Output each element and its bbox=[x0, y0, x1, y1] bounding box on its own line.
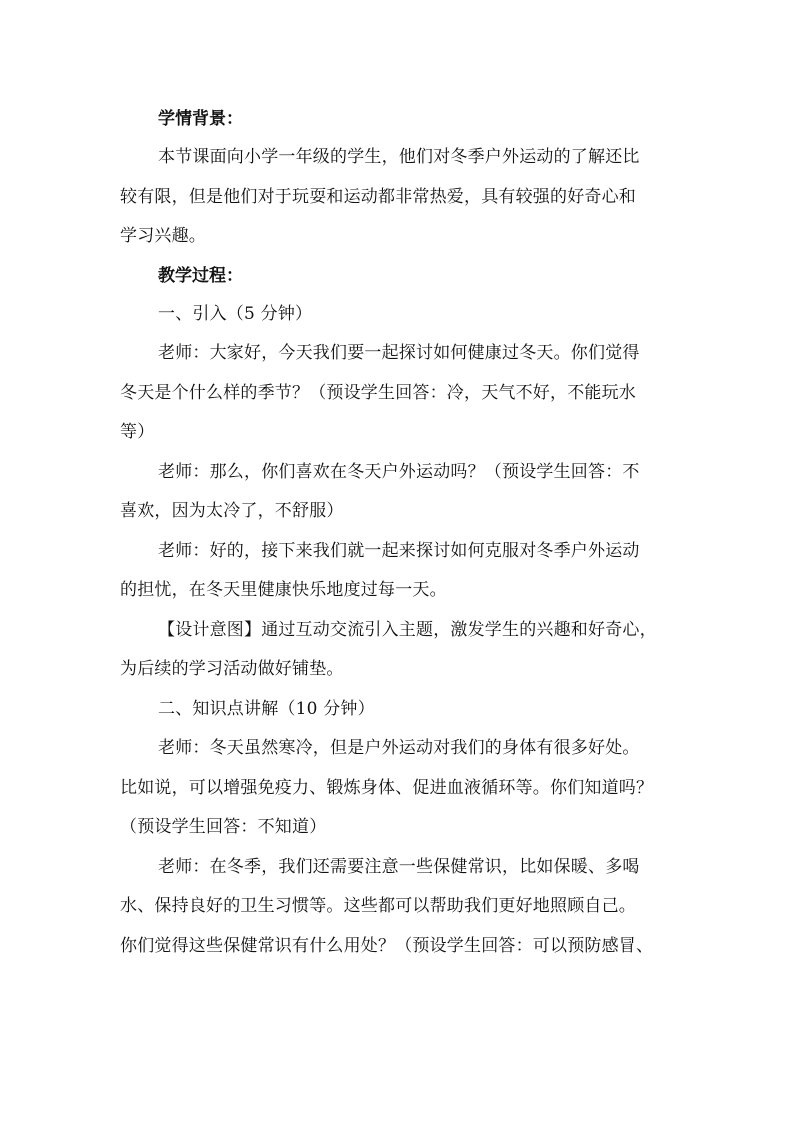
paragraph-line: 老师：在冬季，我们还需要注意一些保健常识，比如保暖、多喝 bbox=[158, 856, 640, 877]
paragraph-line: （预设学生回答：不知道） bbox=[120, 817, 327, 837]
paragraph-line: 喜欢，因为太冷了，不舒服） bbox=[120, 501, 344, 521]
paragraph-background bbox=[120, 138, 676, 257]
paragraph-line: 一、引入（5 分钟） bbox=[158, 303, 313, 324]
heading-background bbox=[120, 100, 676, 138]
paragraph-line: 老师：那么，你们喜欢在冬天户外运动吗？（预设学生回答：不 bbox=[158, 461, 640, 482]
paragraph-line: 为后续的学习活动做好铺垫。 bbox=[120, 659, 344, 679]
paragraph-teacher-3 bbox=[120, 532, 676, 611]
paragraph-line: 老师：好的，接下来我们就一起来探讨如何克服对冬季户外运动 bbox=[158, 540, 640, 561]
heading-process bbox=[120, 257, 676, 295]
paragraph-line: 的担忧，在冬天里健康快乐地度过每一天。 bbox=[120, 580, 447, 600]
heading-text: 教学过程： bbox=[158, 265, 243, 286]
paragraph-teacher-2 bbox=[120, 453, 676, 532]
paragraph-teacher-4 bbox=[120, 729, 676, 848]
section-title-knowledge bbox=[120, 690, 676, 730]
paragraph-teacher-1 bbox=[120, 334, 676, 453]
paragraph-line: 比如说，可以增强免疫力、锻炼身体、促进血液循环等。你们知道吗？ bbox=[120, 777, 654, 798]
paragraph-line: 你们觉得这些保健常识有什么用处？（预设学生回答：可以预防感冒、 bbox=[120, 935, 654, 956]
paragraph-line: 老师：大家好，今天我们要一起探讨如何健康过冬天。你们觉得 bbox=[158, 343, 640, 363]
paragraph-line: 本节课面向小学一年级的学生，他们对冬季户外运动的了解还比 bbox=[158, 147, 640, 167]
paragraph-line: 水、保持良好的卫生习惯等。这些都可以帮助我们更好地照顾自己。 bbox=[120, 896, 636, 916]
paragraph-design-intent bbox=[120, 611, 676, 690]
paragraph-line: 较有限，但是他们对于玩耍和运动都非常热爱，具有较强的好奇心和 bbox=[120, 186, 636, 207]
heading-text: 学情背景： bbox=[158, 109, 243, 129]
document-body bbox=[120, 100, 676, 966]
paragraph-line: 冬天是个什么样的季节？（预设学生回答：冷，天气不好，不能玩水 bbox=[120, 382, 636, 403]
paragraph-line: 【设计意图】通过互动交流引入主题，激发学生的兴趣和好奇心， bbox=[158, 619, 657, 640]
paragraph-line: 学习兴趣。 bbox=[120, 226, 206, 246]
paragraph-teacher-5 bbox=[120, 848, 676, 967]
paragraph-line: 二、知识点讲解（10 分钟） bbox=[158, 698, 375, 719]
paragraph-line: 等） bbox=[120, 422, 155, 442]
paragraph-line: 老师：冬天虽然寒冷，但是户外运动对我们的身体有很多好处。 bbox=[158, 738, 640, 758]
section-title-intro bbox=[120, 295, 676, 335]
